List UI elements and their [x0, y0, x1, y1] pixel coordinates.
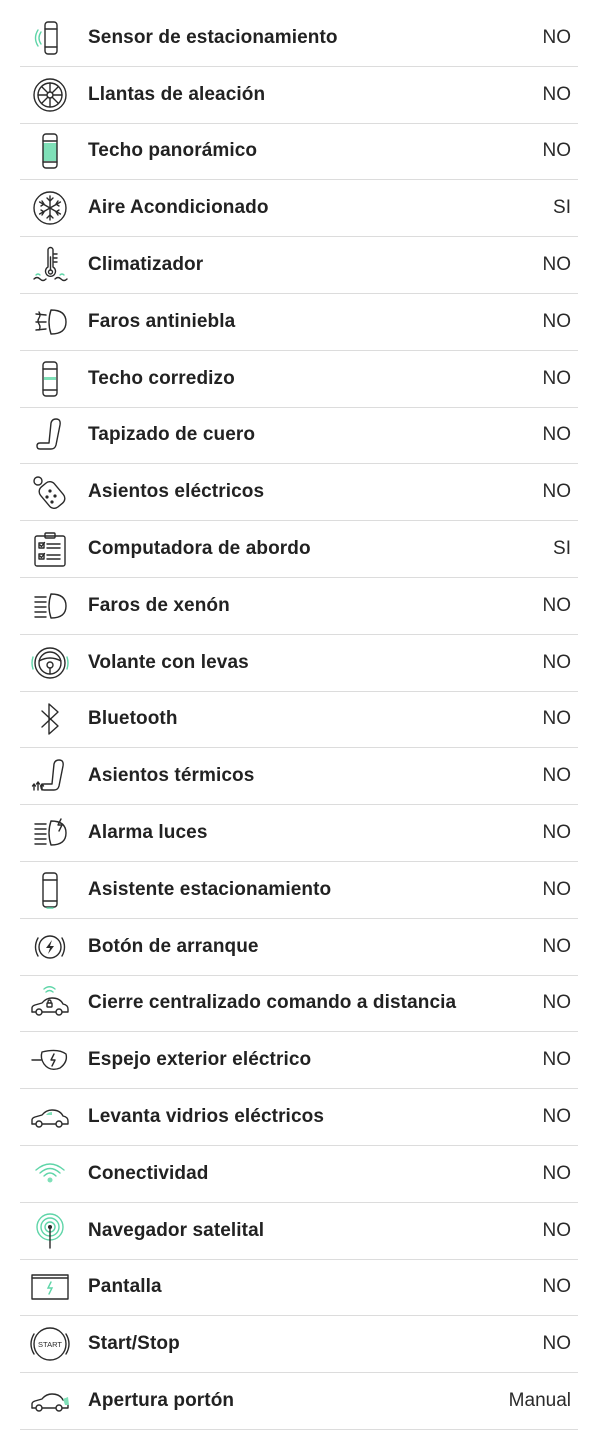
feature-row	[20, 521, 578, 578]
feature-value: NO	[542, 822, 571, 844]
feature-row	[20, 1089, 578, 1146]
car-key-icon	[30, 472, 70, 512]
feature-row	[20, 692, 578, 749]
feature-row	[20, 1032, 578, 1089]
feature-value: NO	[542, 1049, 571, 1071]
feature-label: Llantas de aleación	[88, 83, 266, 105]
feature-row	[20, 748, 578, 805]
feature-label: Sensor de estacionamiento	[88, 26, 338, 48]
feature-row	[20, 294, 578, 351]
feature-value: NO	[542, 424, 571, 446]
feature-row	[20, 1316, 578, 1373]
feature-value: NO	[542, 708, 571, 730]
feature-value: NO	[542, 651, 571, 673]
feature-row	[20, 10, 578, 67]
feature-label: Volante con levas	[88, 651, 249, 673]
features-list	[20, 10, 578, 1430]
electric-mirror-icon	[30, 1040, 70, 1080]
feature-value: SI	[553, 197, 571, 219]
feature-value: NO	[542, 310, 571, 332]
feature-label: Espejo exterior eléctrico	[88, 1049, 312, 1071]
feature-row	[20, 805, 578, 862]
feature-value: NO	[542, 992, 571, 1014]
sunroof-icon	[30, 359, 70, 399]
thermometer-icon	[30, 245, 70, 285]
screen-icon	[30, 1267, 70, 1307]
feature-value: NO	[542, 254, 571, 276]
feature-row	[20, 124, 578, 181]
feature-label: Aire Acondicionado	[88, 197, 269, 219]
feature-label: Techo corredizo	[88, 367, 235, 389]
feature-row	[20, 67, 578, 124]
feature-label: Asientos térmicos	[88, 765, 255, 787]
start-stop-icon	[30, 1324, 70, 1364]
feature-label: Asistente estacionamiento	[88, 878, 332, 900]
feature-row	[20, 180, 578, 237]
feature-value: NO	[542, 140, 571, 162]
feature-value: NO	[542, 83, 571, 105]
feature-value: NO	[542, 878, 571, 900]
feature-row	[20, 635, 578, 692]
feature-row	[20, 237, 578, 294]
feature-row	[20, 1203, 578, 1260]
seat-icon	[30, 415, 70, 455]
tailgate-car-icon	[30, 1381, 70, 1421]
clipboard-checklist-icon	[30, 529, 70, 569]
feature-label: Conectividad	[88, 1162, 209, 1184]
start-button-icon	[30, 927, 70, 967]
feature-label: Navegador satelital	[88, 1219, 265, 1241]
alloy-wheel-icon	[30, 75, 70, 115]
feature-row	[20, 578, 578, 635]
parking-sensor-icon	[30, 18, 70, 58]
feature-label: Levanta vidrios eléctricos	[88, 1106, 324, 1128]
feature-row	[20, 1260, 578, 1317]
feature-value: NO	[542, 481, 571, 503]
feature-value: NO	[542, 1106, 571, 1128]
feature-value: Manual	[508, 1390, 571, 1412]
feature-label: Apertura portón	[88, 1390, 235, 1412]
feature-value: NO	[542, 1333, 571, 1355]
feature-row	[20, 919, 578, 976]
light-alarm-icon	[30, 813, 70, 853]
gps-antenna-icon	[30, 1211, 70, 1251]
feature-row	[20, 1146, 578, 1203]
feature-row	[20, 976, 578, 1033]
feature-label: Start/Stop	[88, 1333, 180, 1355]
feature-label: Bluetooth	[88, 708, 178, 730]
feature-value: NO	[542, 765, 571, 787]
feature-label: Botón de arranque	[88, 935, 259, 957]
feature-label: Techo panorámico	[88, 140, 258, 162]
feature-label: Cierre centralizado comando a distancia	[88, 992, 457, 1014]
panoramic-roof-icon	[30, 131, 70, 171]
heated-seat-icon	[30, 756, 70, 796]
feature-value: SI	[553, 538, 571, 560]
headlight-icon	[30, 586, 70, 626]
start-stop-icon-text: START	[38, 1340, 62, 1350]
feature-label: Asientos eléctricos	[88, 481, 265, 503]
power-window-car-icon	[30, 1097, 70, 1137]
feature-row	[20, 1373, 578, 1430]
feature-row	[20, 408, 578, 465]
feature-value: NO	[542, 1219, 571, 1241]
feature-value: NO	[542, 935, 571, 957]
feature-label: Faros de xenón	[88, 594, 230, 616]
steering-wheel-icon	[30, 643, 70, 683]
snowflake-icon	[30, 188, 70, 228]
feature-row	[20, 351, 578, 408]
remote-lock-car-icon	[30, 983, 70, 1023]
wifi-signal-icon	[30, 1154, 70, 1194]
feature-label: Climatizador	[88, 254, 204, 276]
feature-value: NO	[542, 1162, 571, 1184]
feature-value: NO	[542, 26, 571, 48]
feature-label: Faros antiniebla	[88, 310, 236, 332]
fog-light-icon	[30, 302, 70, 342]
feature-row	[20, 862, 578, 919]
feature-value: NO	[542, 367, 571, 389]
feature-label: Pantalla	[88, 1276, 162, 1298]
bluetooth-icon	[30, 699, 70, 739]
feature-label: Computadora de abordo	[88, 538, 311, 560]
feature-label: Alarma luces	[88, 822, 208, 844]
feature-row	[20, 464, 578, 521]
feature-label: Tapizado de cuero	[88, 424, 256, 446]
parking-assist-icon	[30, 870, 70, 910]
feature-value: NO	[542, 1276, 571, 1298]
feature-value: NO	[542, 594, 571, 616]
